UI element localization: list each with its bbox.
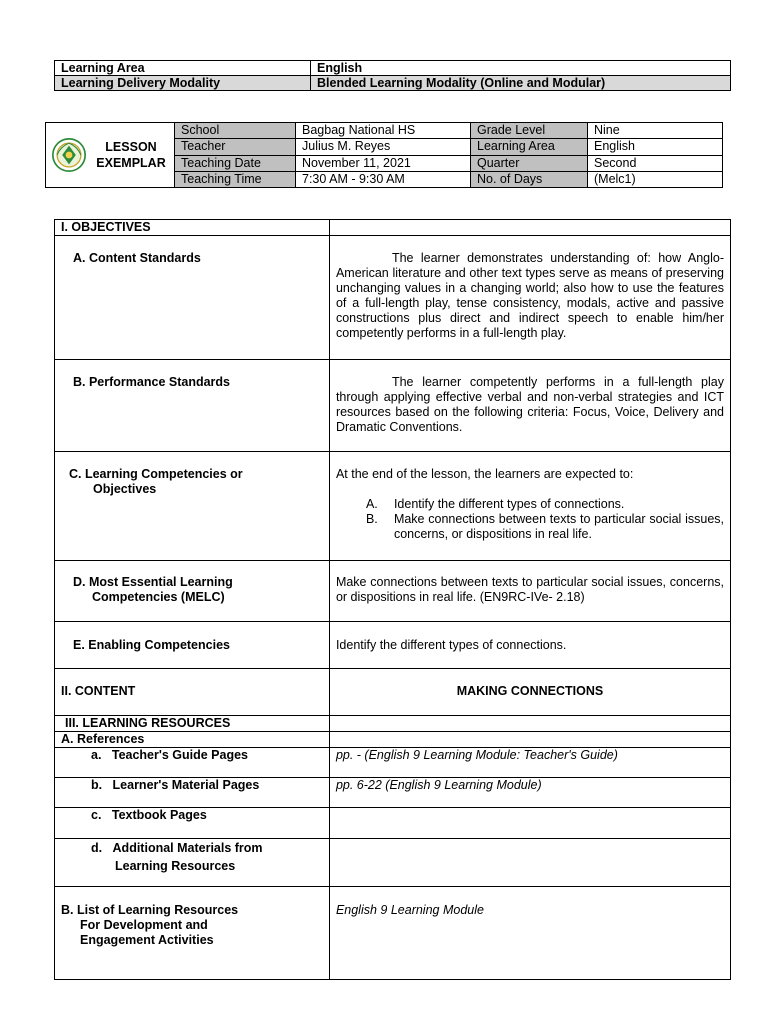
exemplar-value: Nine [588,123,723,139]
melc-row [55,561,731,622]
additional-label-line: Additional Materials from [112,841,263,855]
competencies-label [55,452,330,561]
header-label: Learning Area [55,61,311,76]
list-marker: A. [365,497,378,511]
exemplar-value: (Melc1) [588,171,723,187]
list-marker: b. [91,778,103,792]
school-seal-icon [52,138,86,172]
list-resources-label-line: For Development and [80,918,208,932]
exemplar-value: Second [588,155,723,171]
lesson-title-line: LESSON [105,140,157,154]
competency-item [365,497,724,512]
exemplar-value: Bagbag National HS [296,123,471,139]
header-value: English [311,61,731,76]
list-resources-row [55,887,731,980]
reference-label [55,748,330,778]
exemplar-table [45,122,723,188]
content-text: MAKING CONNECTIONS [329,669,730,716]
performance-standards-row [55,360,731,452]
lesson-exemplar-title [90,139,172,171]
enabling-label: E. Enabling Competencies [55,622,330,669]
competencies-list [336,497,724,542]
list-marker: B. [365,512,378,526]
competencies-label-line: C. Learning Competencies or [69,467,243,481]
section-heading-row [55,220,731,236]
empty-cell [329,716,730,732]
competencies-row [55,452,731,561]
resources-heading: III. LEARNING RESOURCES [55,716,330,732]
exemplar-value: Julius M. Reyes [296,139,471,155]
reference-row [55,808,731,839]
melc-label-line: Competencies (MELC) [92,590,225,604]
melc-text: Make connections between texts to particular social issues, concerns, or dispositions in real life. (EN9RC-IVe- 2.18) [329,561,730,622]
melc-label-line: D. Most Essential Learning [73,575,233,589]
reference-label [55,778,330,808]
performance-standards-label: B. Performance Standards [55,360,330,452]
list-resources-label [55,887,330,980]
additional-label-line: Learning Resources [115,859,236,873]
content-row [55,669,731,716]
reference-label-text: Textbook Pages [111,808,207,822]
exemplar-value: English [588,139,723,155]
competencies-label-line: Objectives [93,482,157,496]
lesson-title-line: EXEMPLAR [96,156,166,170]
header-row [55,61,731,76]
exemplar-label: Quarter [471,155,588,171]
header-row [55,76,731,91]
exemplar-value: November 11, 2021 [296,155,471,171]
objectives-heading: I. OBJECTIVES [55,220,330,236]
exemplar-label: Learning Area [471,139,588,155]
exemplar-label: Teaching Time [175,171,296,187]
reference-label [55,808,330,839]
content-label: II. CONTENT [55,669,330,716]
exemplar-value: 7:30 AM - 9:30 AM [296,171,471,187]
reference-label-text: Teacher's Guide Pages [111,748,248,762]
list-resources-value: English 9 Learning Module [329,887,730,980]
competency-text: Identify the different types of connections. [393,497,625,511]
competencies-intro: At the end of the lesson, the learners are expected to: [335,467,634,481]
competencies-content [329,452,730,561]
content-standards-text: The learner demonstrates understanding of: how Anglo-American literature and other text types serve as means of preserving unchanging values in a changing world; also how to use the features of a full-length play, tense consistency, modals, active and passive constructions plus direct and indirect speech to enable him/her competently performs in a full-length play. [329,236,730,360]
header-value: Blended Learning Modality (Online and Modular) [311,76,731,91]
lesson-plan-table [54,219,731,980]
reference-label-text: Learner's Material Pages [112,778,260,792]
resources-heading-row [55,716,731,732]
reference-row [55,778,731,808]
exemplar-logo-cell [46,123,175,188]
exemplar-label: School [175,123,296,139]
additional-materials-row [55,839,731,887]
list-marker: c. [91,808,102,822]
content-standards-row [55,236,731,360]
additional-materials-value [329,839,730,887]
enabling-text: Identify the different types of connections. [329,622,730,669]
exemplar-label: Teacher [175,139,296,155]
melc-label [55,561,330,622]
competency-text: Make connections between texts to particular social issues, concerns, or dispositions in real life. [393,512,724,541]
competency-item [365,512,724,542]
exemplar-row [46,123,723,139]
references-heading-row [55,732,731,748]
list-resources-label-line: B. List of Learning Resources [61,903,239,917]
reference-value [329,808,730,839]
header-table [54,60,731,91]
list-marker: d. [91,841,103,855]
exemplar-label: Grade Level [471,123,588,139]
additional-materials-label [55,839,330,887]
empty-cell [329,220,730,236]
reference-row [55,748,731,778]
header-label: Learning Delivery Modality [55,76,311,91]
exemplar-label: No. of Days [471,171,588,187]
reference-value: pp. 6-22 (English 9 Learning Module) [329,778,730,808]
performance-standards-text: The learner competently performs in a full-length play through applying effective verbal and non-verbal strategies and ICT resources based on the following criteria: Focus, Voice, Delivery and Dramatic Conventions. [329,360,730,452]
empty-cell [329,732,730,748]
enabling-row [55,622,731,669]
list-resources-label-line: Engagement Activities [80,933,214,947]
content-standards-label: A. Content Standards [55,236,330,360]
reference-value: pp. - (English 9 Learning Module: Teacher's Guide) [329,748,730,778]
list-marker: a. [91,748,102,762]
exemplar-label: Teaching Date [175,155,296,171]
references-heading: A. References [55,732,330,748]
